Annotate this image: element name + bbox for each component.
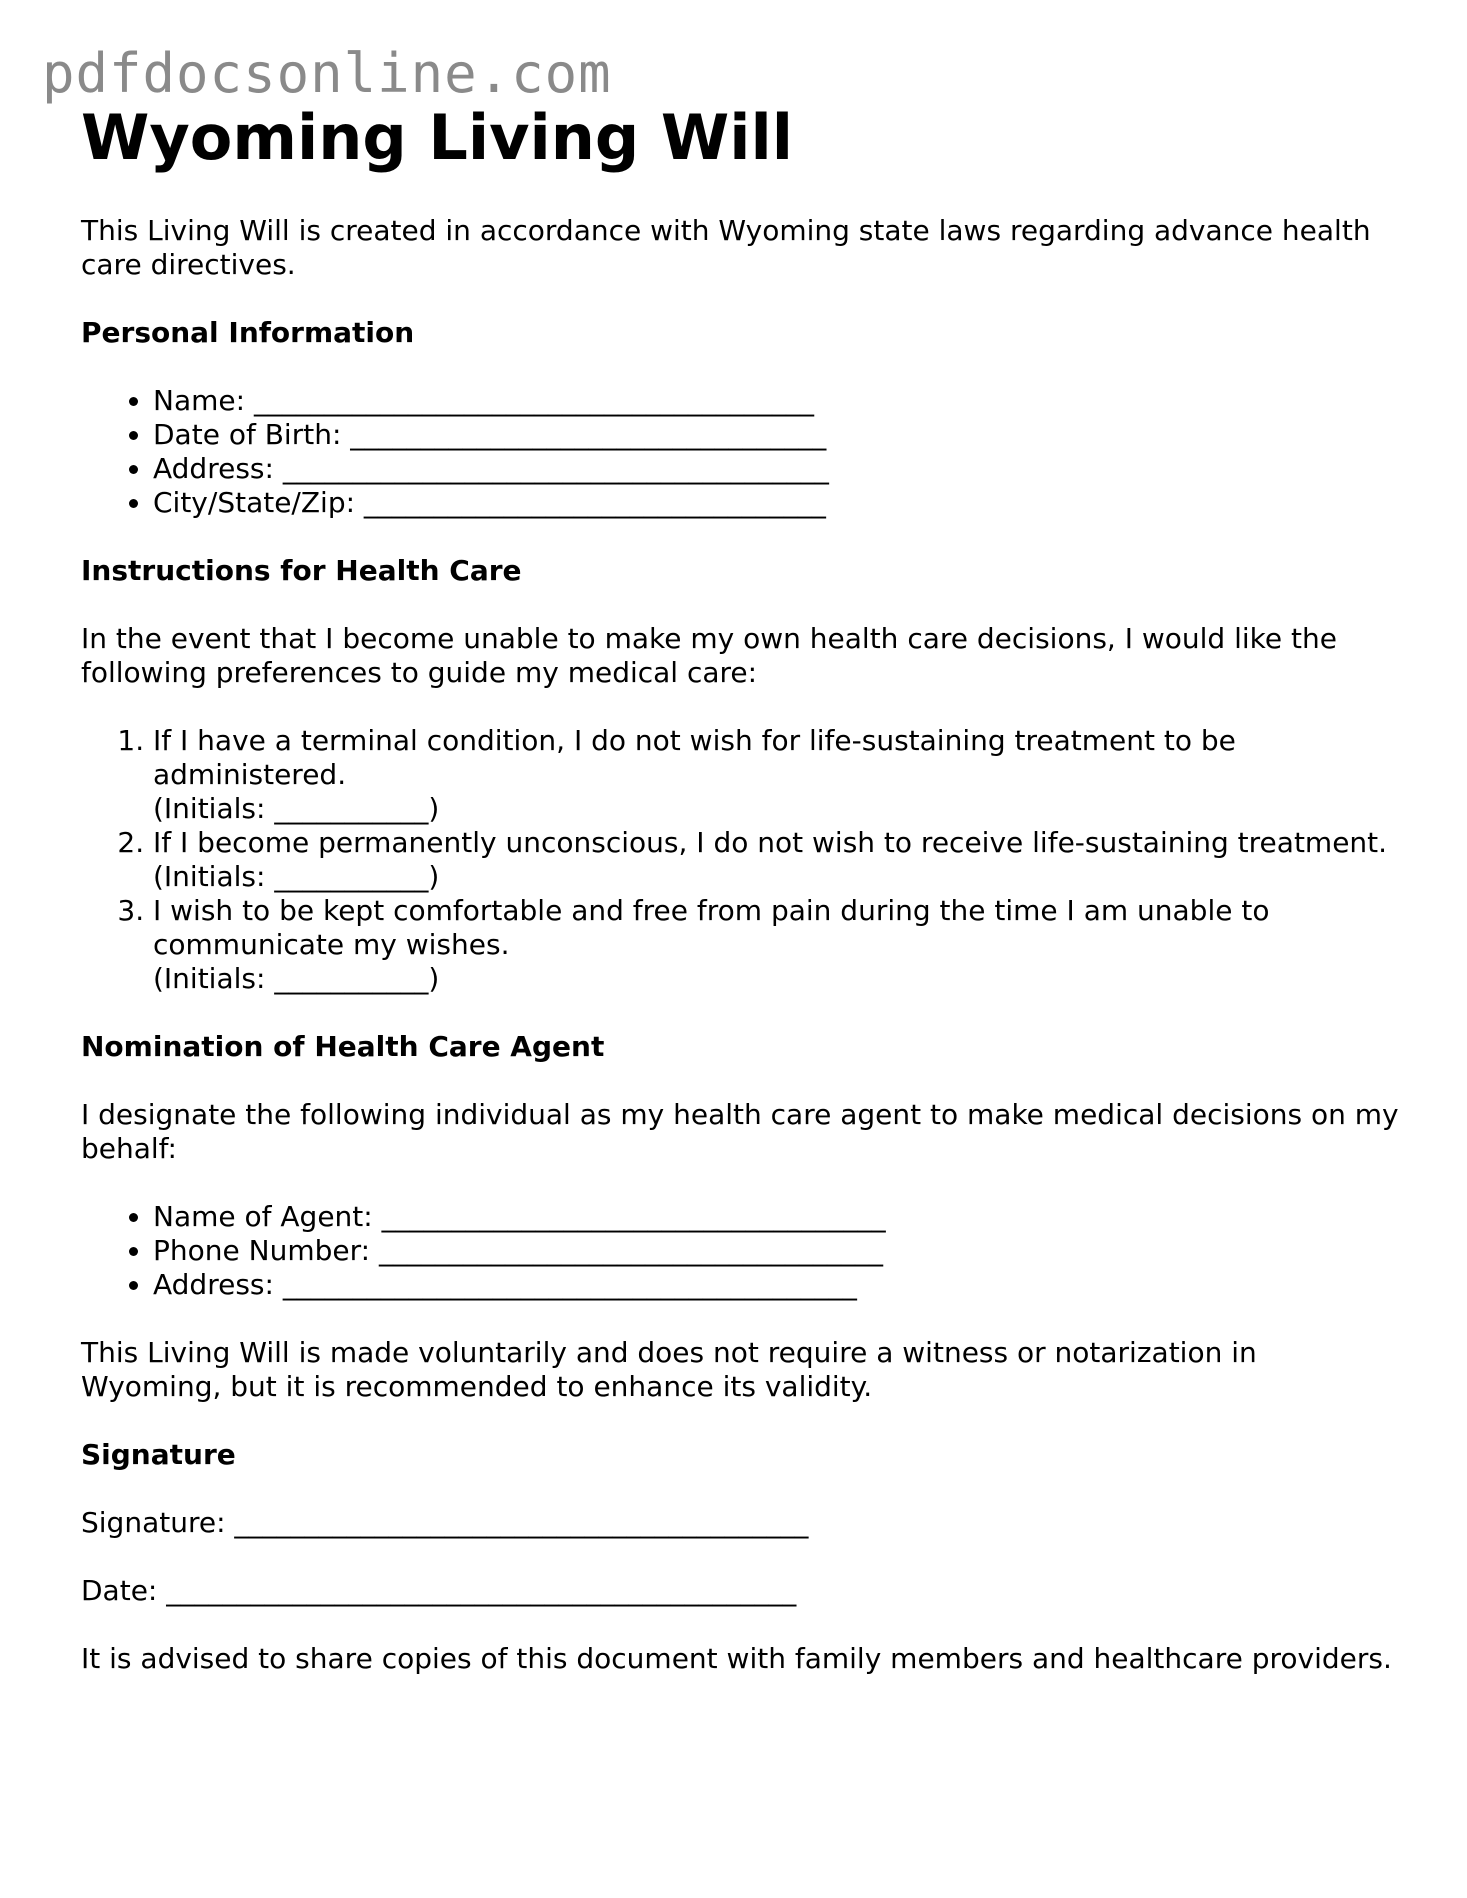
instructions-heading: Instructions for Health Care: [81, 554, 522, 587]
initials-field[interactable]: (Initials: ___________): [153, 962, 440, 995]
date-of-birth-field[interactable]: • Date of Birth: __________________________________: [153, 418, 1401, 452]
personal-info-heading: Personal Information: [81, 316, 415, 349]
closing-note: It is advised to share copies of this document with family members and healthcare providers.: [81, 1642, 1392, 1675]
instruction-text: I wish to be kept comfortable and free from pain during the time I am unable to communicate my wishes.: [153, 894, 1270, 961]
signature-field[interactable]: Signature: _________________________________________: [81, 1506, 809, 1539]
signature-heading: Signature: [81, 1438, 236, 1471]
initials-field[interactable]: (Initials: ___________): [153, 792, 440, 825]
instruction-item: [153, 826, 1401, 894]
agent-phone-field[interactable]: • Phone Number: ____________________________________: [153, 1234, 1401, 1268]
voluntary-note: This Living Will is made voluntarily and does not require a witness or notarization in Wyoming, but it is recommended to enhance its validity.: [81, 1336, 1257, 1403]
instruction-item: [153, 894, 1401, 996]
agent-address-field[interactable]: • Address: _________________________________________: [153, 1268, 1401, 1302]
intro-paragraph: This Living Will is created in accordance with Wyoming state laws regarding advance health care directives.: [81, 214, 1371, 281]
instruction-item: [153, 724, 1401, 826]
document-page: [81, 100, 1401, 1676]
instruction-text: If I become permanently unconscious, I do not wish to receive life-sustaining treatment.: [153, 826, 1388, 859]
agent-name-field[interactable]: • Name of Agent: ____________________________________: [153, 1200, 1401, 1234]
city-state-zip-field[interactable]: • City/State/Zip: _________________________________: [153, 486, 1401, 520]
instruction-text: If I have a terminal condition, I do not wish for life-sustaining treatment to be administered.: [153, 724, 1236, 791]
address-field[interactable]: • Address: _______________________________________: [153, 452, 1401, 486]
instructions-paragraph: In the event that I become unable to make my own health care decisions, I would like the following preferences to guide my medical care:: [81, 622, 1337, 689]
agent-info-list: [81, 1200, 1401, 1302]
name-field[interactable]: • Name: ________________________________________: [153, 384, 1401, 418]
initials-field[interactable]: (Initials: ___________): [153, 860, 440, 893]
personal-info-list: [81, 384, 1401, 520]
instructions-list: [81, 724, 1401, 996]
agent-heading: Nomination of Health Care Agent: [81, 1030, 605, 1063]
date-field[interactable]: Date: _____________________________________________: [81, 1574, 797, 1607]
page-title: Wyoming Living Will: [81, 101, 794, 174]
watermark: pdfdocsonline.com: [42, 42, 612, 105]
agent-paragraph: I designate the following individual as my health care agent to make medical decisions on my behalf:: [81, 1098, 1399, 1165]
